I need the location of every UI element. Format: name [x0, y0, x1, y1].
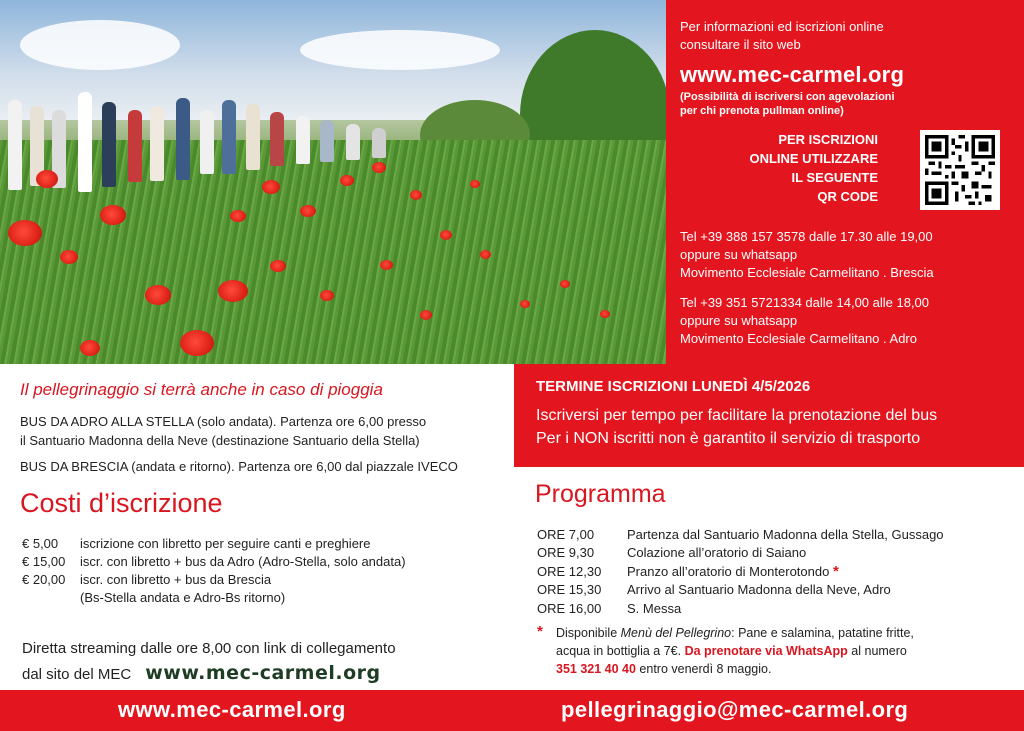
bus-adro-line: il Santuario Madonna della Neve (destinazione Santuario della Stella) — [20, 433, 420, 448]
costi-desc: iscrizione con libretto per seguire canti e preghiere — [80, 536, 371, 551]
programma-item — [537, 563, 1007, 581]
costi-item — [22, 553, 500, 571]
programma-item — [537, 581, 1007, 599]
programma-event — [627, 563, 1007, 581]
costi-price: € 5,00 — [22, 536, 59, 551]
costi-item — [22, 535, 500, 553]
poppy — [440, 230, 452, 240]
programma-item — [537, 544, 1007, 562]
poppy — [100, 205, 126, 225]
streaming-row — [22, 661, 492, 687]
pullman-note — [680, 90, 1010, 118]
info-intro — [680, 18, 1010, 54]
footer-website-link[interactable]: www.mec-carmel.org — [118, 697, 346, 722]
costi-price: € 20,00 — [22, 572, 66, 587]
whatsapp-booking: Da prenotare via WhatsApp — [684, 644, 848, 658]
poppy — [36, 170, 58, 188]
info-panel — [666, 0, 1024, 364]
menu-name: Menù del Pellegrino — [620, 626, 732, 640]
termine-box — [514, 364, 1024, 467]
cloud — [20, 20, 180, 70]
programma-event: Partenza dal Santuario Madonna della Stella, Gussago — [627, 527, 944, 542]
termine-title: TERMINE ISCRIZIONI LUNEDÌ 4/5/2026 — [536, 378, 811, 395]
poppy — [380, 260, 393, 270]
poppy — [218, 280, 248, 302]
pullman-note-line: per chi prenota pullman online) — [680, 105, 844, 117]
termine-lines — [536, 404, 1024, 450]
cloud — [300, 30, 500, 70]
poppy — [480, 250, 491, 259]
qr-section — [680, 130, 1010, 210]
poppy — [420, 310, 432, 320]
streaming-line: Diretta streaming dalle ore 8,00 con link di collegamento — [22, 640, 396, 657]
menu-note-text: entro venerdì 8 maggio. — [635, 662, 772, 676]
footer-bar — [0, 690, 1024, 731]
poppy — [230, 210, 246, 222]
termine-line: Per i NON iscritti non è garantito il servizio di trasporto — [536, 430, 921, 447]
programma-event-text: Pranzo all’oratorio di Monterotondo — [627, 563, 830, 579]
contact-brescia — [680, 228, 1010, 282]
menu-note — [537, 624, 1007, 678]
programma-event: Arrivo al Santuario Madonna della Neve, Adro — [627, 582, 891, 598]
streaming-website-link[interactable]: www.mec-carmel.org — [145, 662, 381, 684]
pilgrims-crowd — [0, 80, 480, 200]
asterisk-icon: * — [832, 562, 839, 580]
bus-brescia-info: BUS DA BRESCIA (andata e ritorno). Partenza ore 6,00 dal piazzale IVECO — [20, 459, 458, 474]
qr-label-line: QR CODE — [817, 189, 878, 204]
programma-time: ORE 7,00 — [537, 527, 595, 542]
contact-org: Movimento Ecclesiale Carmelitano . Adro — [680, 331, 917, 346]
programma-time: ORE 15,30 — [537, 582, 602, 598]
qr-label — [680, 130, 878, 210]
programma-time: ORE 9,30 — [537, 545, 595, 561]
qr-label-line: ONLINE UTILIZZARE — [749, 151, 878, 166]
programma-event: S. Messa — [627, 600, 682, 616]
info-intro-line: Per informazioni ed iscrizioni online — [680, 19, 884, 34]
contact-whatsapp: oppure su whatsapp — [680, 247, 798, 262]
bus-adro-info — [20, 412, 500, 450]
costi-title: Costi d’iscrizione — [20, 488, 223, 518]
programma-list — [537, 526, 1007, 618]
menu-note-line — [537, 642, 1007, 660]
poppy — [320, 290, 334, 301]
pilgrimage-photo — [0, 0, 666, 364]
poppy — [80, 340, 100, 356]
contact-org: Movimento Ecclesiale Carmelitano . Brescia — [680, 265, 934, 280]
qr-label-line: PER ISCRIZIONI — [778, 132, 878, 147]
qr-code[interactable] — [920, 130, 1000, 210]
poppy — [470, 180, 480, 188]
costi-desc: iscr. con libretto + bus da Brescia — [80, 572, 272, 587]
qr-label-line: IL SEGUENTE — [791, 170, 878, 185]
poppy — [8, 220, 42, 246]
contact-adro — [680, 294, 1010, 348]
costi-price: € 15,00 — [22, 554, 66, 569]
poppy — [60, 250, 78, 264]
menu-note-line — [537, 660, 1007, 678]
poppy — [560, 280, 570, 288]
poppy — [262, 180, 280, 194]
menu-note-text: : Pane e salamina, patatine fritte, — [731, 626, 914, 640]
programma-item — [537, 600, 1007, 618]
contact-whatsapp: oppure su whatsapp — [680, 313, 798, 328]
poppy — [520, 300, 530, 308]
menu-note-text: Disponibile — [556, 626, 621, 640]
costi-desc: iscr. con libretto + bus da Adro (Adro-Stella, solo andata) — [80, 554, 406, 569]
programma-time: ORE 12,30 — [537, 563, 602, 579]
programma-event: Colazione all’oratorio di Saiano — [627, 545, 807, 561]
costi-sub: (Bs-Stella andata e Adro-Bs ritorno) — [80, 590, 286, 605]
menu-note-text: acqua in bottiglia a 7€. — [556, 644, 685, 658]
programma-item — [537, 526, 1007, 544]
info-intro-line: consultare il sito web — [680, 37, 801, 52]
menu-note-line — [537, 624, 1007, 642]
costi-list — [22, 535, 500, 607]
rain-notice: Il pellegrinaggio si terrà anche in caso di pioggia — [20, 380, 383, 399]
contact-phone[interactable]: Tel +39 351 5721334 dalle 14,00 alle 18,00 — [680, 295, 930, 310]
bus-adro-line: BUS DA ADRO ALLA STELLA (solo andata). Partenza ore 6,00 presso — [20, 414, 427, 429]
poppy — [180, 330, 214, 356]
pullman-note-line: (Possibilità di iscriversi con agevolazioni — [680, 91, 895, 103]
poppy — [410, 190, 422, 200]
asterisk-icon: * — [537, 623, 543, 640]
contact-phone[interactable]: Tel +39 388 157 3578 dalle 17.30 alle 19,00 — [680, 229, 933, 244]
qr-code-icon — [925, 135, 995, 205]
footer-email-link[interactable]: pellegrinaggio@mec-carmel.org — [561, 697, 909, 722]
poppy — [372, 162, 386, 173]
poppy — [145, 285, 171, 305]
poppy — [300, 205, 316, 217]
poppy — [270, 260, 286, 272]
streaming-line: dal sito del MEC — [22, 666, 132, 683]
booking-phone[interactable]: 351 321 40 40 — [556, 662, 636, 676]
costi-item — [22, 571, 500, 589]
poppy — [340, 175, 354, 186]
programma-title: Programma — [535, 480, 666, 508]
streaming-info — [22, 637, 492, 687]
menu-note-text: al numero — [847, 644, 907, 658]
website-link[interactable]: www.mec-carmel.org — [680, 62, 905, 87]
termine-line: Iscriversi per tempo per facilitare la prenotazione del bus — [536, 407, 938, 424]
poppy — [600, 310, 610, 318]
programma-time: ORE 16,00 — [537, 600, 602, 616]
